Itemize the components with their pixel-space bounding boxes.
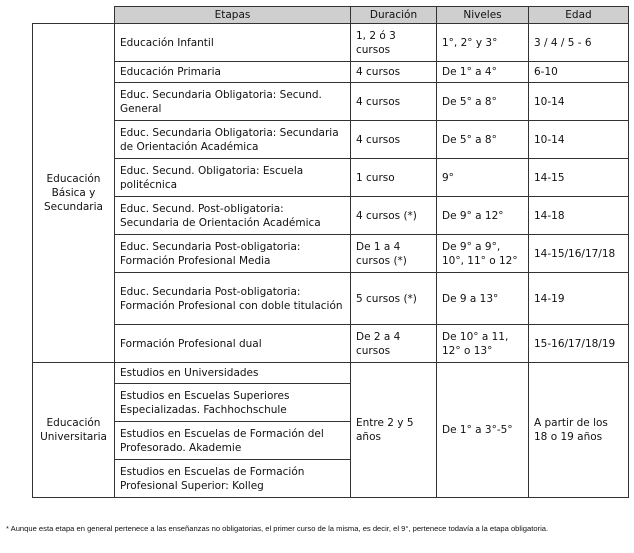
edad-cell: 14-15	[529, 159, 629, 197]
niveles-cell: 9°	[437, 159, 529, 197]
edad-cell: 10-14	[529, 121, 629, 159]
etapa-cell: Educ. Secund. Post-obligatoria: Secundaria de Orientación Académica	[115, 197, 351, 235]
duracion-cell: 5 cursos (*)	[351, 273, 437, 325]
table-row	[33, 363, 629, 384]
edad-cell: 10-14	[529, 83, 629, 121]
edad-cell: A partir de los 18 o 19 años	[529, 363, 629, 498]
table-row	[33, 325, 629, 363]
table-row	[33, 83, 629, 121]
etapa-cell: Estudios en Escuelas de Formación Profesional Superior: Kolleg	[115, 460, 351, 498]
niveles-cell: De 10° a 11, 12° o 13°	[437, 325, 529, 363]
edad-cell: 14-18	[529, 197, 629, 235]
etapa-cell: Educación Primaria	[115, 62, 351, 83]
duracion-cell: 4 cursos (*)	[351, 197, 437, 235]
table-row	[33, 235, 629, 273]
header-etapas: Etapas	[115, 7, 351, 24]
etapa-cell: Formación Profesional dual	[115, 325, 351, 363]
table-row	[33, 24, 629, 62]
duracion-cell: 4 cursos	[351, 83, 437, 121]
table-row	[33, 197, 629, 235]
footnote: * Aunque esta etapa en general pertenece a las enseñanzas no obligatorias, el primer curso de la misma, es decir, el 9°, pertenece todavía a la etapa obligatoria.	[6, 524, 549, 533]
duracion-cell: 4 cursos	[351, 121, 437, 159]
etapa-cell: Estudios en Universidades	[115, 363, 351, 384]
edad-cell: 15-16/17/18/19	[529, 325, 629, 363]
etapa-cell: Educ. Secundaria Obligatoria: Secundaria de Orientación Académica	[115, 121, 351, 159]
table-row	[33, 62, 629, 83]
table-row	[33, 159, 629, 197]
group-basica-secundaria: Educación Básica y Secundaria	[33, 24, 115, 363]
table-row	[33, 121, 629, 159]
duracion-cell: 4 cursos	[351, 62, 437, 83]
duracion-cell: 1 curso	[351, 159, 437, 197]
edad-cell: 14-15/16/17/18	[529, 235, 629, 273]
etapa-cell: Estudios en Escuelas Superiores Especializadas. Fachhochschule	[115, 384, 351, 422]
etapa-cell: Educ. Secundaria Post-obligatoria: Formación Profesional con doble titulación	[115, 273, 351, 325]
etapa-cell: Educ. Secundaria Obligatoria: Secund. General	[115, 83, 351, 121]
etapa-cell: Educ. Secundaria Post-obligatoria: Formación Profesional Media	[115, 235, 351, 273]
niveles-cell: De 5° a 8°	[437, 121, 529, 159]
niveles-cell: De 9 a 13°	[437, 273, 529, 325]
duracion-cell: De 1 a 4 cursos (*)	[351, 235, 437, 273]
table-row	[33, 273, 629, 325]
niveles-cell: De 1° a 4°	[437, 62, 529, 83]
group-universitaria: Educación Universitaria	[33, 363, 115, 498]
etapa-cell: Educación Infantil	[115, 24, 351, 62]
header-niveles: Niveles	[437, 7, 529, 24]
education-stages-table	[32, 6, 629, 498]
etapa-cell: Estudios en Escuelas de Formación del Profesorado. Akademie	[115, 422, 351, 460]
header-blank-cell	[33, 7, 115, 24]
niveles-cell: De 5° a 8°	[437, 83, 529, 121]
niveles-cell: 1°, 2° y 3°	[437, 24, 529, 62]
duracion-cell: 1, 2 ó 3 cursos	[351, 24, 437, 62]
niveles-cell: De 9° a 12°	[437, 197, 529, 235]
header-row	[33, 7, 629, 24]
etapa-cell: Educ. Secund. Obligatoria: Escuela politécnica	[115, 159, 351, 197]
niveles-cell: De 1° a 3°-5°	[437, 363, 529, 498]
niveles-cell: De 9° a 9°, 10°, 11° o 12°	[437, 235, 529, 273]
header-duracion: Duración	[351, 7, 437, 24]
duracion-cell: Entre 2 y 5 años	[351, 363, 437, 498]
edad-cell: 3 / 4 / 5 - 6	[529, 24, 629, 62]
header-edad: Edad	[529, 7, 629, 24]
duracion-cell: De 2 a 4 cursos	[351, 325, 437, 363]
edad-cell: 6-10	[529, 62, 629, 83]
edad-cell: 14-19	[529, 273, 629, 325]
